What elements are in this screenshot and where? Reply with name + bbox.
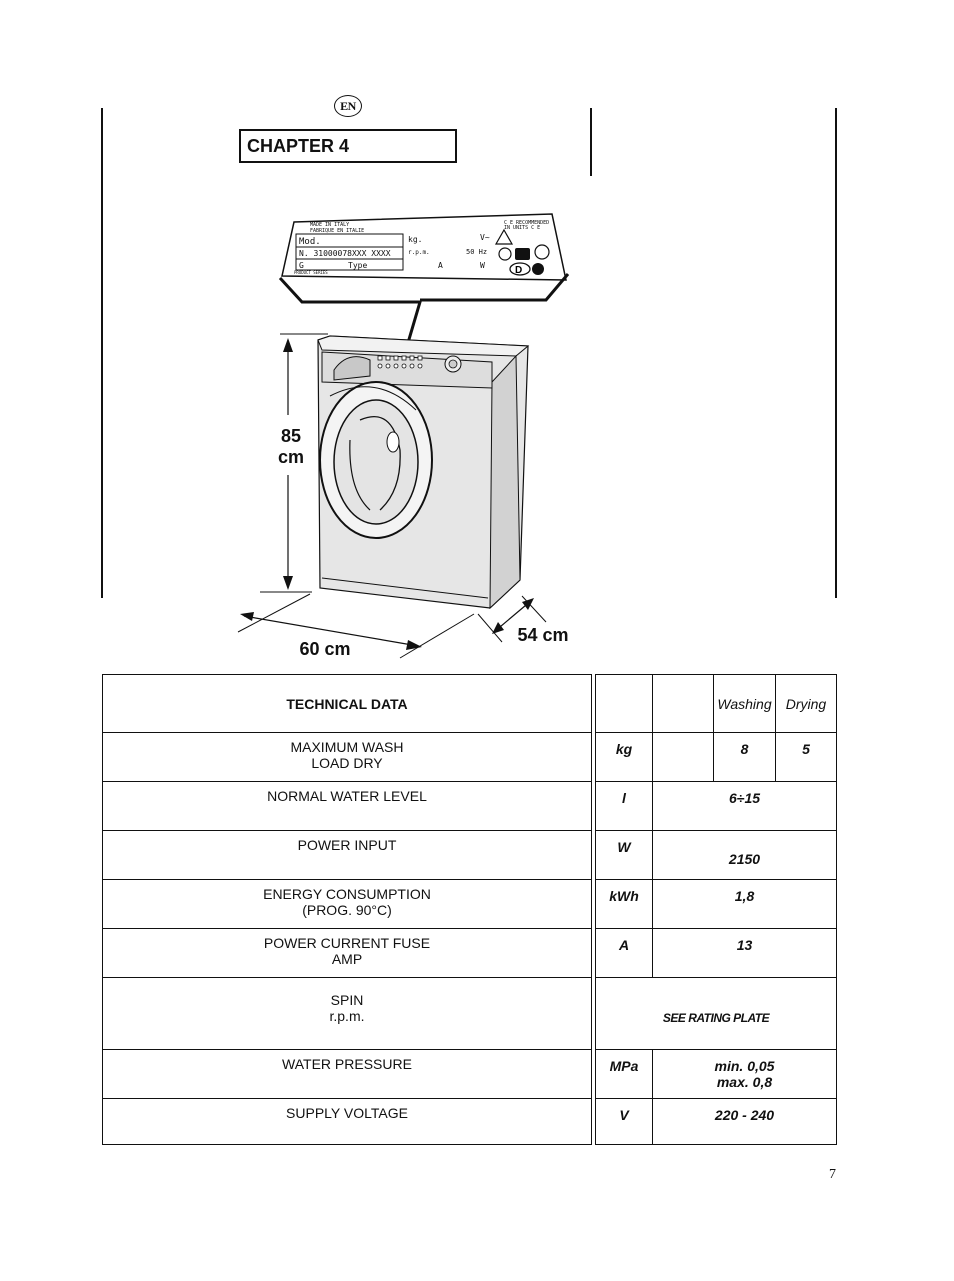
svg-text:FABRIQUE EN ITALIE: FABRIQUE EN ITALIE [310,228,365,234]
middle-border-line [590,108,592,176]
table-header-row [103,675,837,733]
chapter-title: CHAPTER 4 [239,129,457,163]
language-badge: EN [334,95,362,117]
rating-plate [282,214,566,280]
table-title: TECHNICAL DATA [103,675,592,733]
left-border-line [101,108,103,598]
svg-text:IN UNITS C E: IN UNITS C E [504,225,541,231]
svg-text:D: D [515,265,523,276]
table-row: POWER CURRENT FUSE AMP A 13 [103,929,837,978]
height-value: 85 [280,426,302,446]
table-row: POWER INPUT W 2150 [103,831,837,880]
svg-text:Type: Type [348,261,368,270]
height-unit: cm [277,447,304,467]
width-dimension-label: 60 cm [299,639,351,659]
svg-text:PRODUCT SERIES: PRODUCT SERIES [294,270,328,275]
svg-text:MADE IN ITALY: MADE IN ITALY [310,222,350,228]
svg-text:W: W [480,261,485,270]
technical-data-table [102,674,837,1145]
page-number: 7 [829,1167,836,1182]
table-row: NORMAL WATER LEVEL l 6÷15 [103,782,837,831]
drying-column-header: Drying [776,675,837,733]
height-dimension-label [266,426,316,468]
svg-text:V~: V~ [480,233,490,242]
table-row: SPIN r.p.m. SEE RATING PLATE [103,978,837,1050]
svg-text:r.p.m.: r.p.m. [408,249,430,256]
table-row: SUPPLY VOLTAGE V 220 - 240 [103,1099,837,1145]
svg-text:G: G [299,261,304,270]
right-border-line [835,108,837,598]
svg-text:kg.: kg. [408,235,423,244]
washing-column-header: Washing [714,675,776,733]
svg-text:N. 31000078XXX XXXX: N. 31000078XXX XXXX [299,249,391,258]
svg-text:50 Hz: 50 Hz [466,248,488,256]
depth-dimension-label: 54 cm [517,625,569,645]
table-row: WATER PRESSURE MPa min. 0,05 max. 0,8 [103,1050,837,1099]
table-row: ENERGY CONSUMPTION (PROG. 90°C) kWh 1,8 [103,880,837,929]
svg-text:C E RECOMMENDED: C E RECOMMENDED [504,220,550,226]
table-row: MAXIMUM WASH LOAD DRY kg 8 5 [103,733,837,782]
svg-text:A: A [438,261,443,270]
svg-text:Mod.: Mod. [299,237,321,247]
